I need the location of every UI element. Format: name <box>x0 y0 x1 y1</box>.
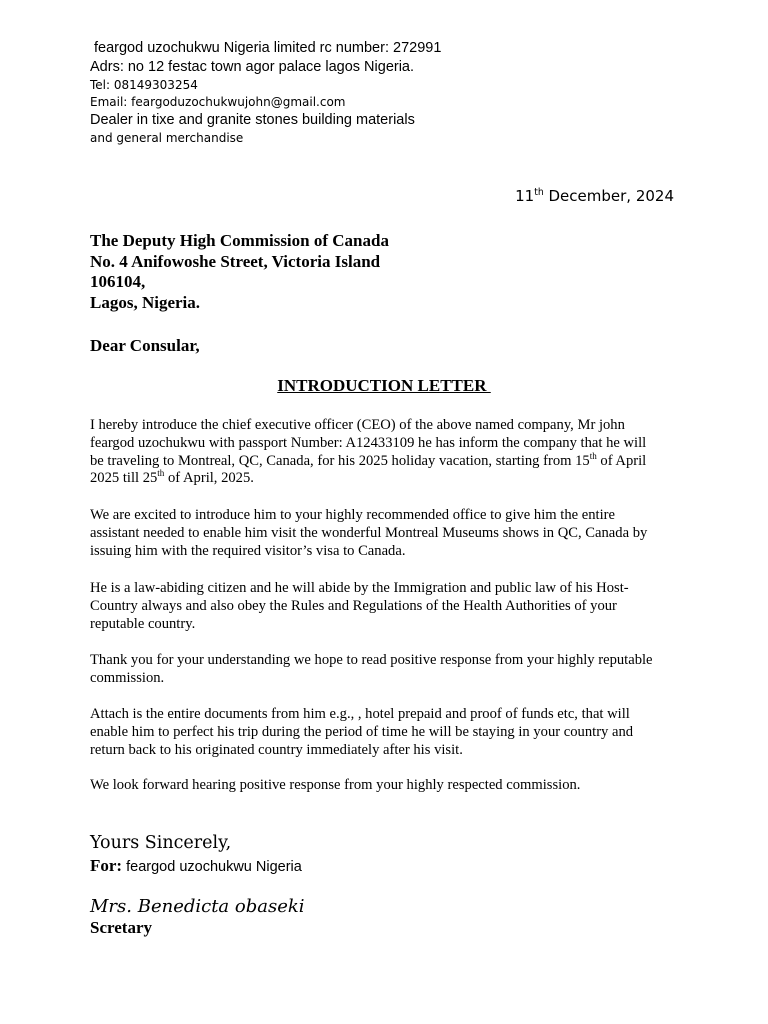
paragraph-line: Country always and also obey the Rules and Regulations of the Health Authorities of your <box>90 597 617 614</box>
paragraph-line: I hereby introduce the chief executive officer (CEO) of the above named company, Mr john <box>90 417 625 433</box>
recipient-line: The Deputy High Commission of Canada <box>90 231 389 250</box>
line-text: of April <box>596 452 647 469</box>
line-text: of April, 2025. <box>164 470 254 487</box>
letterhead-company: feargod uzochukwu Nigeria limited rc number: 272991 <box>94 40 442 56</box>
body-paragraph-5 <box>90 706 690 759</box>
recipient-line: Lagos, Nigeria. <box>90 293 201 313</box>
salutation: Dear Consular, <box>90 336 200 355</box>
paragraph-line: issuing him with the required visitor’s visa to Canada. <box>90 542 406 559</box>
body-paragraph-6 <box>90 777 690 795</box>
line-text: be traveling to Montreal, QC, Canada, for his 2025 holiday vacation, starting from 15 <box>90 452 590 469</box>
date-day: 11 <box>515 187 535 205</box>
body-paragraph-4 <box>90 652 690 688</box>
line-text: 2025 till 25 <box>90 470 158 487</box>
letterhead-general: and general merchandise <box>90 131 244 145</box>
closing: Yours Sincerely, <box>90 833 232 853</box>
signatory-name: Mrs. Benedicta obaseki <box>90 896 305 917</box>
body-paragraph-1 <box>90 417 690 488</box>
paragraph-line <box>90 450 690 471</box>
paragraph-line: Attach is the entire documents from him e.g., , hotel prepaid and proof of funds etc, that will <box>90 706 630 722</box>
body-paragraph-3 <box>90 580 690 633</box>
recipient-address <box>90 231 389 314</box>
recipient-line: No. 4 Anifowoshe Street, Victoria Island <box>90 251 381 271</box>
paragraph-line: Thank you for your understanding we hope to read positive response from your highly reputable <box>90 652 653 668</box>
paragraph-line: reputable country. <box>90 615 196 632</box>
paragraph-line: We are excited to introduce him to your highly recommended office to give him the entire <box>90 507 615 523</box>
paragraph-line: enable him to perfect his trip during the period of time he will be staying in your country and <box>90 723 634 740</box>
letterhead-tel: Tel: 08149303254 <box>90 78 198 92</box>
body-paragraph-2 <box>90 507 690 560</box>
paragraph-line: return back to his originated country immediately after his visit. <box>90 741 463 758</box>
letterhead-dealer: Dealer in tixe and granite stones building materials <box>90 112 415 128</box>
for-company: feargod uzochukwu Nigeria <box>122 859 302 875</box>
ordinal-suffix: th <box>589 450 597 461</box>
ordinal-suffix: th <box>157 468 165 479</box>
paragraph-line: He is a law-abiding citizen and he will abide by the Immigration and public law of his Host- <box>90 580 629 596</box>
paragraph-line: feargod uzochukwu with passport Number: A12433109 he has inform the company that he will <box>90 434 647 451</box>
letter-date <box>515 187 674 205</box>
letterhead-email: Email: feargoduzochukwujohn@gmail.com <box>90 95 346 109</box>
for-label: For: <box>90 856 123 875</box>
date-day-suffix: th <box>534 187 544 198</box>
signatory-title: Scretary <box>90 918 152 937</box>
paragraph-line: We look forward hearing positive response from your highly respected commission. <box>90 777 581 793</box>
date-rest: December, 2024 <box>543 187 674 205</box>
paragraph-line: assistant needed to enable him visit the wonderful Montreal Museums shows in QC, Canada by <box>90 524 648 541</box>
letterhead-address: Adrs: no 12 festac town agor palace lagos Nigeria. <box>90 59 415 75</box>
paragraph-line: commission. <box>90 669 165 686</box>
paragraph-line <box>90 470 690 488</box>
letter-subject: INTRODUCTION LETTER <box>277 376 491 395</box>
for-line <box>90 856 302 876</box>
recipient-line: 106104, <box>90 272 146 292</box>
